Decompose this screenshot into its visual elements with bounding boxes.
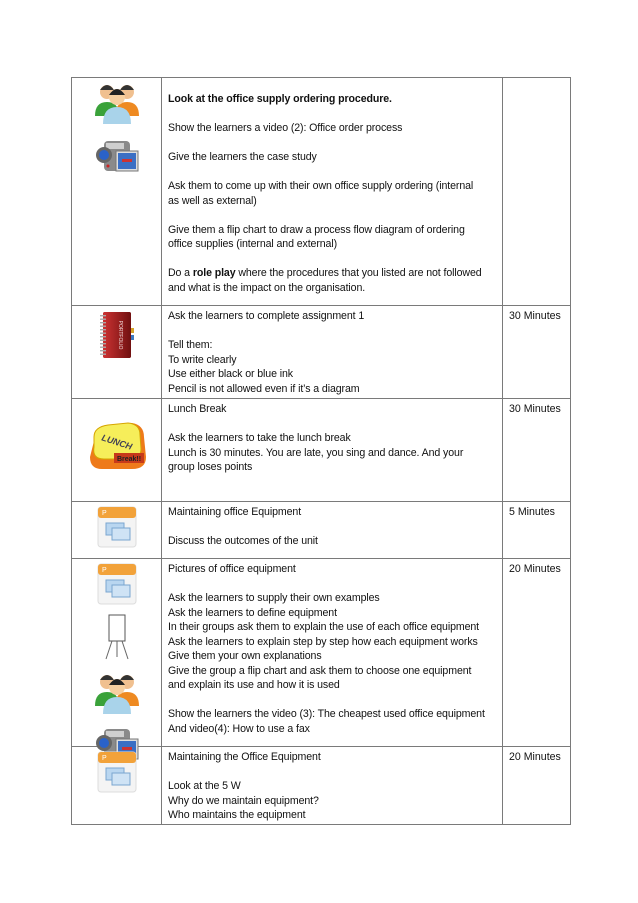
- activity-line: [168, 649, 496, 664]
- icon-cell: [72, 78, 162, 305]
- svg-text:P: P: [101, 755, 107, 762]
- activity-line: [168, 765, 496, 780]
- text-run: Ask the learners to supply their own examples: [168, 592, 380, 604]
- icon-cell: [72, 399, 162, 501]
- duration-cell: [503, 78, 571, 305]
- activity-cell: [162, 559, 503, 746]
- duration-cell: [503, 502, 571, 558]
- activity-line: [168, 223, 496, 238]
- text-run: Who maintains the equipment: [168, 809, 306, 821]
- duration-cell: [503, 399, 571, 501]
- duration-cell: [503, 747, 571, 824]
- activity-line: [168, 534, 496, 549]
- duration-text: 30 Minutes: [509, 310, 561, 322]
- duration-text: 30 Minutes: [509, 403, 561, 415]
- activity-line: [168, 165, 496, 180]
- activity-line: [168, 367, 496, 382]
- activity-line: [168, 520, 496, 535]
- activity-line: [168, 266, 496, 281]
- activity-line: [168, 237, 496, 252]
- table-row: [72, 399, 571, 502]
- presentation-icon: [96, 750, 138, 799]
- text-run: And video(4): How to use a fax: [168, 722, 310, 735]
- text-run: Do a: [168, 267, 193, 279]
- activity-line: [168, 620, 496, 635]
- activity-cell: [162, 399, 503, 501]
- text-run: Ask the learners to explain step by step how each equipment works: [168, 635, 478, 648]
- activity-line: [168, 446, 496, 461]
- text-run: Show the learners a video (2): Office order process: [168, 122, 403, 134]
- text-run: Pencil is not allowed even if it’s a diagram: [168, 382, 360, 395]
- duration-cell: [503, 559, 571, 746]
- activity-line: [168, 707, 496, 722]
- text-run: group loses points: [168, 461, 253, 473]
- text-run: Look at the 5 W: [168, 780, 241, 792]
- activity-line: [168, 208, 496, 223]
- text-run: In their groups ask them to explain the use of each office equipment: [168, 621, 480, 633]
- activity-cell: [162, 306, 503, 398]
- duration-cell: [503, 306, 571, 398]
- text-run: Maintaining office Equipment: [168, 506, 302, 518]
- svg-text:PORTFOLIO: PORTFOLIO: [116, 320, 123, 350]
- activity-line: [168, 338, 496, 353]
- text-run: Why do we maintain equipment?: [168, 794, 319, 807]
- activity-line: [168, 460, 496, 475]
- text-run: and what is the impact on the organisation.: [168, 281, 366, 294]
- table-row: [72, 78, 571, 306]
- activity-line: [168, 606, 496, 621]
- activity-line: [168, 722, 496, 737]
- table-row: [72, 559, 571, 747]
- text-run: Show the learners the video (3): The cheapest used office equipment: [168, 708, 485, 720]
- activity-line: [168, 750, 496, 765]
- svg-text:Break!!: Break!!: [116, 456, 141, 463]
- activity-cell: [162, 78, 503, 305]
- activity-line: [168, 562, 496, 577]
- activity-line: [168, 382, 496, 397]
- icon-cell: [72, 559, 162, 746]
- activity-line: [168, 179, 496, 194]
- svg-text:P: P: [101, 567, 107, 574]
- activity-line: [168, 402, 496, 417]
- activity-line: [168, 577, 496, 592]
- activity-cell: [162, 747, 503, 824]
- activity-line: [168, 808, 496, 823]
- text-run: and explain its use and how it is used: [168, 679, 340, 691]
- duration-text: 20 Minutes: [509, 563, 561, 575]
- text-run: Ask the learners to complete assignment 1: [168, 310, 365, 322]
- presentation-icon: [96, 562, 138, 611]
- icon-cell: [72, 306, 162, 398]
- text-run: Use either black or blue ink: [168, 368, 293, 380]
- activity-line: [168, 107, 496, 122]
- lunch-break-icon: [86, 421, 148, 478]
- text-run: Ask them to come up with their own office supply ordering (internal: [168, 180, 474, 192]
- activity-line: [168, 417, 496, 432]
- text-run: where the procedures that you listed are not followed: [235, 267, 482, 279]
- video-camera-icon: [94, 135, 140, 182]
- activity-line: [168, 309, 496, 324]
- text-run: Give the group a flip chart and ask them to choose one equipment: [168, 664, 472, 677]
- text-run: as well as external): [168, 194, 257, 207]
- activity-line: [168, 693, 496, 708]
- activity-line: [168, 136, 496, 151]
- activity-line: [168, 281, 496, 296]
- activity-line: [168, 678, 496, 693]
- text-run: Lunch is 30 minutes. You are late, you sing and dance. And your: [168, 446, 464, 459]
- text-run: Give them a flip chart to draw a process flow diagram of ordering: [168, 223, 465, 236]
- activity-line: [168, 194, 496, 209]
- text-run: Discuss the outcomes of the unit: [168, 535, 318, 547]
- activity-line: [168, 252, 496, 267]
- text-run: Look at the office supply ordering procedure.: [168, 93, 392, 105]
- lesson-plan-table: [71, 77, 571, 825]
- activity-line: [168, 794, 496, 809]
- text-run: Maintaining the Office Equipment: [168, 751, 321, 763]
- text-run: Pictures of office equipment: [168, 563, 296, 575]
- activity-line: [168, 92, 496, 107]
- icon-cell: [72, 502, 162, 558]
- text-run: Lunch Break: [168, 403, 227, 415]
- table-row: [72, 502, 571, 559]
- presentation-icon: [96, 505, 138, 554]
- svg-text:P: P: [101, 510, 107, 517]
- text-run: Tell them:: [168, 339, 213, 351]
- activity-line: [168, 664, 496, 679]
- portfolio-icon: [97, 310, 137, 365]
- activity-line: [168, 150, 496, 165]
- activity-line: [168, 121, 496, 136]
- activity-cell: [162, 502, 503, 558]
- activity-line: [168, 591, 496, 606]
- text-run: Give them your own explanations: [168, 650, 322, 662]
- table-row: [72, 306, 571, 399]
- activity-line: [168, 353, 496, 368]
- text-run: office supplies (internal and external): [168, 238, 338, 250]
- duration-text: 5 Minutes: [509, 506, 555, 518]
- activity-line: [168, 635, 496, 650]
- text-run: To write clearly: [168, 353, 237, 366]
- duration-text: 20 Minutes: [509, 751, 561, 763]
- svg-text:LUNCH: LUNCH: [99, 432, 133, 452]
- people-icon: [93, 80, 141, 129]
- text-run: role play: [192, 267, 236, 279]
- text-run: Ask the learners to define equipment: [168, 606, 337, 619]
- flip-chart-icon: [102, 613, 132, 666]
- text-run: Give the learners the case study: [168, 151, 317, 163]
- activity-line: [168, 431, 496, 446]
- people-icon: [93, 670, 141, 719]
- activity-line: [168, 505, 496, 520]
- activity-line: [168, 779, 496, 794]
- activity-line: [168, 324, 496, 339]
- icon-cell: [72, 747, 162, 824]
- table-row: [72, 747, 571, 825]
- text-run: Ask the learners to take the lunch break: [168, 432, 351, 444]
